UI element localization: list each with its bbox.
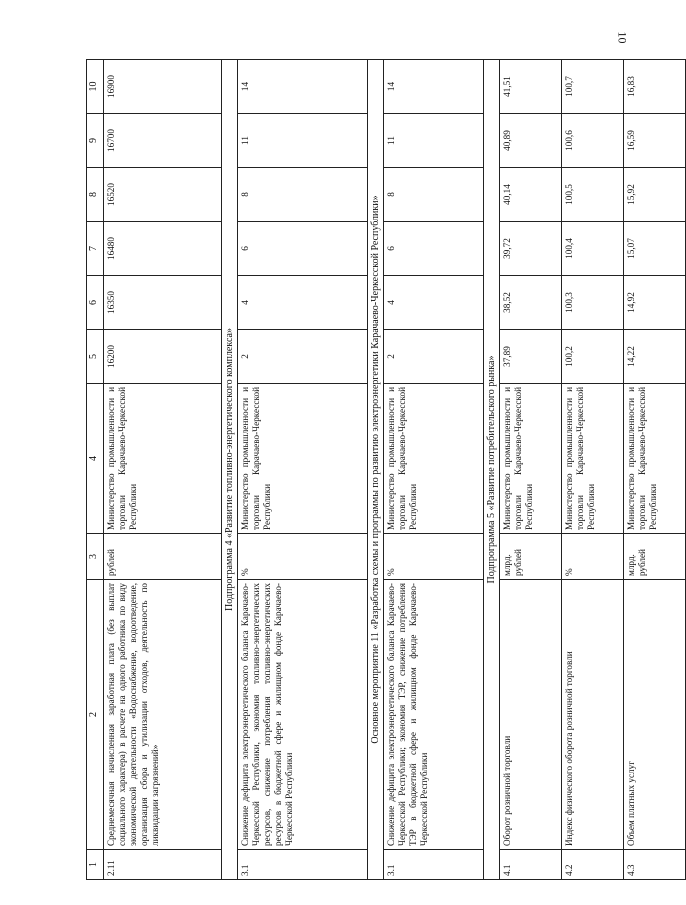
value-cell: 16,59 bbox=[624, 114, 686, 168]
header-cell: 1 bbox=[87, 850, 104, 880]
value-cell: 38,52 bbox=[500, 276, 562, 330]
responsible-body-cell: Министерство промышленности и торговли Карачаево-Черкесской Республики bbox=[384, 384, 484, 534]
table-header-row bbox=[87, 60, 104, 880]
unit-cell: % bbox=[562, 534, 624, 580]
value-cell: 100,2 bbox=[562, 330, 624, 384]
value-cell: 16,83 bbox=[624, 60, 686, 114]
header-cell: 8 bbox=[87, 168, 104, 222]
section-row bbox=[368, 60, 384, 880]
value-cell: 8 bbox=[238, 168, 368, 222]
value-cell: 2 bbox=[384, 330, 484, 384]
section-title: Подпрограмма 4 «Развитие топливно-энергетического комплекса» bbox=[222, 60, 238, 880]
value-cell: 16900 bbox=[104, 60, 222, 114]
value-cell: 11 bbox=[238, 114, 368, 168]
value-cell: 4 bbox=[238, 276, 368, 330]
unit-cell: рублей bbox=[104, 534, 222, 580]
indicator-name-cell: Индекс физического оборота розничной торговли bbox=[562, 580, 624, 850]
header-cell: 9 bbox=[87, 114, 104, 168]
header-cell: 6 bbox=[87, 276, 104, 330]
value-cell: 4 bbox=[384, 276, 484, 330]
table-row bbox=[104, 60, 222, 880]
value-cell: 40,14 bbox=[500, 168, 562, 222]
value-cell: 14,92 bbox=[624, 276, 686, 330]
table-row bbox=[500, 60, 562, 880]
responsible-body-cell: Министерство промышленности и торговли Карачаево-Черкесской Республики bbox=[562, 384, 624, 534]
table-row bbox=[624, 60, 686, 880]
value-cell: 100,5 bbox=[562, 168, 624, 222]
value-cell: 2 bbox=[238, 330, 368, 384]
value-cell: 37,89 bbox=[500, 330, 562, 384]
responsible-body-cell: Министерство промышленности и торговли Карачаево-Черкесской Республики bbox=[624, 384, 686, 534]
row-number-cell: 4.3 bbox=[624, 850, 686, 880]
table-body bbox=[87, 60, 686, 880]
value-cell: 14,22 bbox=[624, 330, 686, 384]
section-title: Подпрограмма 5 «Развитие потребительского рынка» bbox=[484, 60, 500, 880]
value-cell: 40,89 bbox=[500, 114, 562, 168]
value-cell: 8 bbox=[384, 168, 484, 222]
value-cell: 16200 bbox=[104, 330, 222, 384]
table-row bbox=[238, 60, 368, 880]
row-number-cell: 2.11 bbox=[104, 850, 222, 880]
indicator-name-cell: Среднемесячная начисленная заработная плата (без выплат социального характера) в расчете на одного работника по виду экономической деятельности «Водоснабжение, водоотведение, организация сбора и утилизации отходов, деятельность по ликвидации загрязнений» bbox=[104, 580, 222, 850]
value-cell: 41,51 bbox=[500, 60, 562, 114]
value-cell: 11 bbox=[384, 114, 484, 168]
table-row bbox=[384, 60, 484, 880]
value-cell: 16700 bbox=[104, 114, 222, 168]
value-cell: 6 bbox=[238, 222, 368, 276]
indicator-name-cell: Оборот розничной торговли bbox=[500, 580, 562, 850]
header-cell: 10 bbox=[87, 60, 104, 114]
value-cell: 100,3 bbox=[562, 276, 624, 330]
value-cell: 39,72 bbox=[500, 222, 562, 276]
section-row bbox=[484, 60, 500, 880]
value-cell: 100,6 bbox=[562, 114, 624, 168]
header-cell: 3 bbox=[87, 534, 104, 580]
value-cell: 100,4 bbox=[562, 222, 624, 276]
page-number: 10 bbox=[615, 31, 630, 44]
section-row bbox=[222, 60, 238, 880]
indicators-table bbox=[86, 59, 686, 880]
rotated-table-container bbox=[86, 60, 658, 880]
header-cell: 5 bbox=[87, 330, 104, 384]
value-cell: 6 bbox=[384, 222, 484, 276]
section-title: Основное мероприятие 11 «Разработка схемы и программы по развитию электроэнергетики Карачаево-Черкесской Республики» bbox=[368, 60, 384, 880]
indicator-name-cell: Снижение дефицита электроэнергетического баланса Карачаево-Черкесской Республики; экономия ТЭР, снижение потребления ТЭР в бюджетной сфере и жилищном фонде Карачаево-Черкесской Республики bbox=[384, 580, 484, 850]
value-cell: 100,7 bbox=[562, 60, 624, 114]
header-cell: 7 bbox=[87, 222, 104, 276]
row-number-cell: 4.2 bbox=[562, 850, 624, 880]
table-row bbox=[562, 60, 624, 880]
unit-cell: млрд. рублей bbox=[624, 534, 686, 580]
value-cell: 15,07 bbox=[624, 222, 686, 276]
row-number-cell: 3.1 bbox=[384, 850, 484, 880]
header-cell: 4 bbox=[87, 384, 104, 534]
value-cell: 16480 bbox=[104, 222, 222, 276]
row-number-cell: 3.1 bbox=[238, 850, 368, 880]
unit-cell: % bbox=[384, 534, 484, 580]
responsible-body-cell: Министерство промышленности и торговли Карачаево-Черкесской Республики bbox=[238, 384, 368, 534]
row-number-cell: 4.1 bbox=[500, 850, 562, 880]
unit-cell: млрд. рублей bbox=[500, 534, 562, 580]
value-cell: 15,92 bbox=[624, 168, 686, 222]
indicator-name-cell: Объем платных услуг bbox=[624, 580, 686, 850]
indicator-name-cell: Снижение дефицита электроэнергетического баланса Карачаево-Черкесской Республики, экономия топливно-энергетических ресурсов, снижение потребления топливно-энергетических ресурсов в бюджетной сфере и жилищном фонде Карачаево-Черкесской Республики bbox=[238, 580, 368, 850]
responsible-body-cell: Министерство промышленности и торговли Карачаево-Черкесской Республики bbox=[104, 384, 222, 534]
unit-cell: % bbox=[238, 534, 368, 580]
value-cell: 16350 bbox=[104, 276, 222, 330]
value-cell: 14 bbox=[238, 60, 368, 114]
header-cell: 2 bbox=[87, 580, 104, 850]
responsible-body-cell: Министерство промышленности и торговли Карачаево-Черкесской Республики bbox=[500, 384, 562, 534]
value-cell: 14 bbox=[384, 60, 484, 114]
value-cell: 16520 bbox=[104, 168, 222, 222]
